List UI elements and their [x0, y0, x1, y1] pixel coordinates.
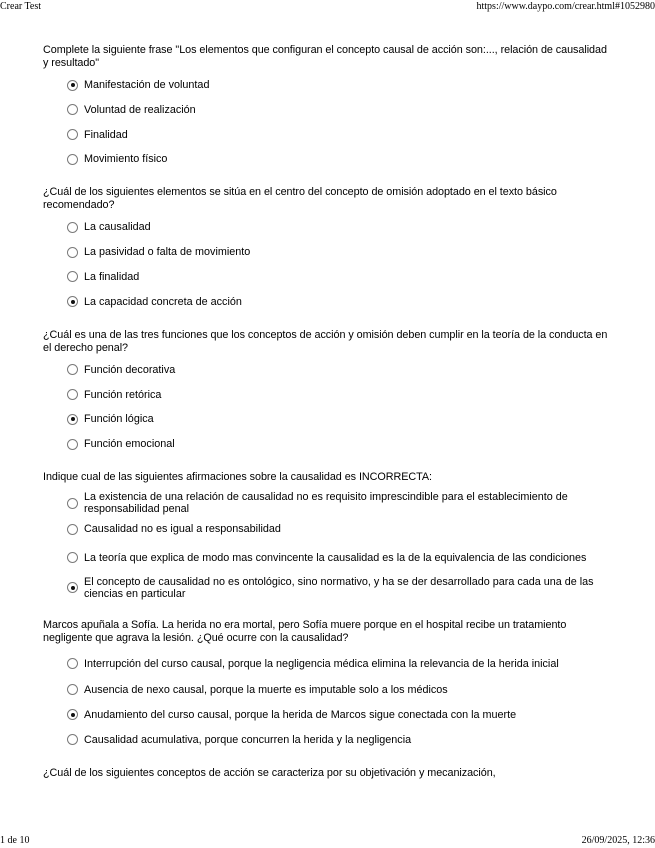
radio-checked-icon[interactable] — [67, 80, 78, 91]
radio-unchecked-icon[interactable] — [67, 154, 78, 165]
page-url: https://www.daypo.com/crear.html#1052980 — [476, 1, 655, 12]
question-text: Indique cual de las siguientes afirmaciones sobre la causalidad es INCORRECTA: — [43, 471, 432, 484]
answer-label: Función retórica — [84, 388, 162, 401]
answer-option[interactable] — [67, 218, 613, 236]
answer-option[interactable] — [67, 361, 613, 379]
answer-label: La teoría que explica de modo mas convincente la causalidad es la de la equivalencia de las condiciones — [84, 551, 587, 564]
answer-option[interactable] — [67, 706, 613, 724]
answer-option[interactable] — [67, 651, 613, 677]
answer-option[interactable] — [67, 545, 613, 571]
answer-label: Función lógica — [84, 413, 154, 426]
answer-label: La finalidad — [84, 270, 140, 283]
answer-label: Movimiento físico — [84, 153, 168, 166]
page-number: 1 de 10 — [0, 835, 30, 846]
answer-option[interactable] — [67, 293, 613, 311]
answer-label: Ausencia de nexo causal, porque la muerte es imputable solo a los médicos — [84, 683, 448, 696]
radio-unchecked-icon[interactable] — [67, 104, 78, 115]
answer-label: Causalidad no es igual a responsabilidad — [84, 523, 281, 536]
print-header — [0, 0, 655, 14]
radio-unchecked-icon[interactable] — [67, 247, 78, 258]
quiz-content — [43, 44, 613, 798]
radio-unchecked-icon[interactable] — [67, 498, 78, 509]
page-title: Crear Test — [0, 1, 42, 12]
question-block — [43, 471, 613, 601]
answer-option[interactable] — [67, 101, 613, 119]
radio-checked-icon[interactable] — [67, 582, 78, 593]
radio-checked-icon[interactable] — [67, 296, 78, 307]
radio-unchecked-icon[interactable] — [67, 222, 78, 233]
radio-checked-icon[interactable] — [67, 414, 78, 425]
answer-label: Manifestación de voluntad — [84, 79, 210, 91]
radio-unchecked-icon[interactable] — [67, 271, 78, 282]
answer-label: El concepto de causalidad no es ontológico, sino normativo, y ha se der desarrollado para cada una de las ciencias en particular — [84, 575, 594, 600]
radio-unchecked-icon[interactable] — [67, 658, 78, 669]
radio-checked-icon[interactable] — [67, 709, 78, 720]
answer-label: Voluntad de realización — [84, 103, 196, 116]
radio-unchecked-icon[interactable] — [67, 524, 78, 535]
question-block — [43, 619, 613, 749]
radio-unchecked-icon[interactable] — [67, 129, 78, 140]
question-block — [43, 186, 613, 310]
question-text: ¿Cuál de los siguientes conceptos de acción se caracteriza por su objetivación y mecanización, — [43, 766, 496, 779]
answer-option[interactable] — [67, 575, 613, 601]
print-footer — [0, 834, 655, 848]
answer-label: La existencia de una relación de causalidad no es requisito imprescindible para el establecimiento de responsabilidad penal — [84, 491, 568, 516]
radio-unchecked-icon[interactable] — [67, 389, 78, 400]
question-block — [43, 767, 613, 780]
answer-label: Causalidad acumulativa, porque concurren la herida y la negligencia — [84, 733, 412, 746]
question-text: Marcos apuñala a Sofía. La herida no era mortal, pero Sofía muere porque en el hospital recibe un tratamiento negligente que agrava la lesión. ¿Qué ocurre con la causalidad? — [43, 618, 567, 644]
radio-unchecked-icon[interactable] — [67, 684, 78, 695]
answer-option[interactable] — [67, 731, 613, 749]
radio-unchecked-icon[interactable] — [67, 364, 78, 375]
answer-option[interactable] — [67, 150, 613, 168]
radio-unchecked-icon[interactable] — [67, 552, 78, 563]
question-block — [43, 44, 613, 168]
answer-option[interactable] — [67, 520, 613, 538]
answer-option[interactable] — [67, 268, 613, 286]
answer-label: Interrupción del curso causal, porque la negligencia médica elimina la relevancia de la herida inicial — [84, 657, 559, 670]
answer-option[interactable] — [67, 435, 613, 453]
answer-option[interactable] — [67, 243, 613, 261]
answer-label: La pasividad o falta de movimiento — [84, 246, 251, 259]
question-text: ¿Cuál de los siguientes elementos se sitúa en el centro del concepto de omisión adoptado en el texto básico recomendado? — [43, 186, 557, 212]
answer-label: La capacidad concreta de acción — [84, 295, 242, 308]
answer-option[interactable] — [67, 386, 613, 404]
radio-unchecked-icon[interactable] — [67, 439, 78, 450]
answer-option[interactable] — [67, 410, 613, 428]
question-text: Complete la siguiente frase "Los elementos que configuran el concepto causal de acción son:..., relación de causalidad y resultado" — [43, 44, 607, 69]
answer-label: Función decorativa — [84, 363, 176, 376]
answer-option[interactable] — [67, 76, 613, 94]
answer-label: La causalidad — [84, 221, 151, 234]
question-text: ¿Cuál es una de las tres funciones que los conceptos de acción y omisión deben cumplir en la teoría de la conducta en el derecho penal? — [43, 328, 608, 354]
print-datetime: 26/09/2025, 12:36 — [581, 835, 655, 846]
answer-option[interactable] — [67, 681, 613, 699]
answer-option[interactable] — [67, 490, 613, 516]
question-block — [43, 329, 613, 453]
radio-unchecked-icon[interactable] — [67, 734, 78, 745]
answer-label: Finalidad — [84, 128, 128, 141]
answer-label: Anudamiento del curso causal, porque la herida de Marcos sigue conectada con la muerte — [84, 708, 517, 721]
answer-label: Función emocional — [84, 438, 175, 451]
answer-option[interactable] — [67, 126, 613, 144]
